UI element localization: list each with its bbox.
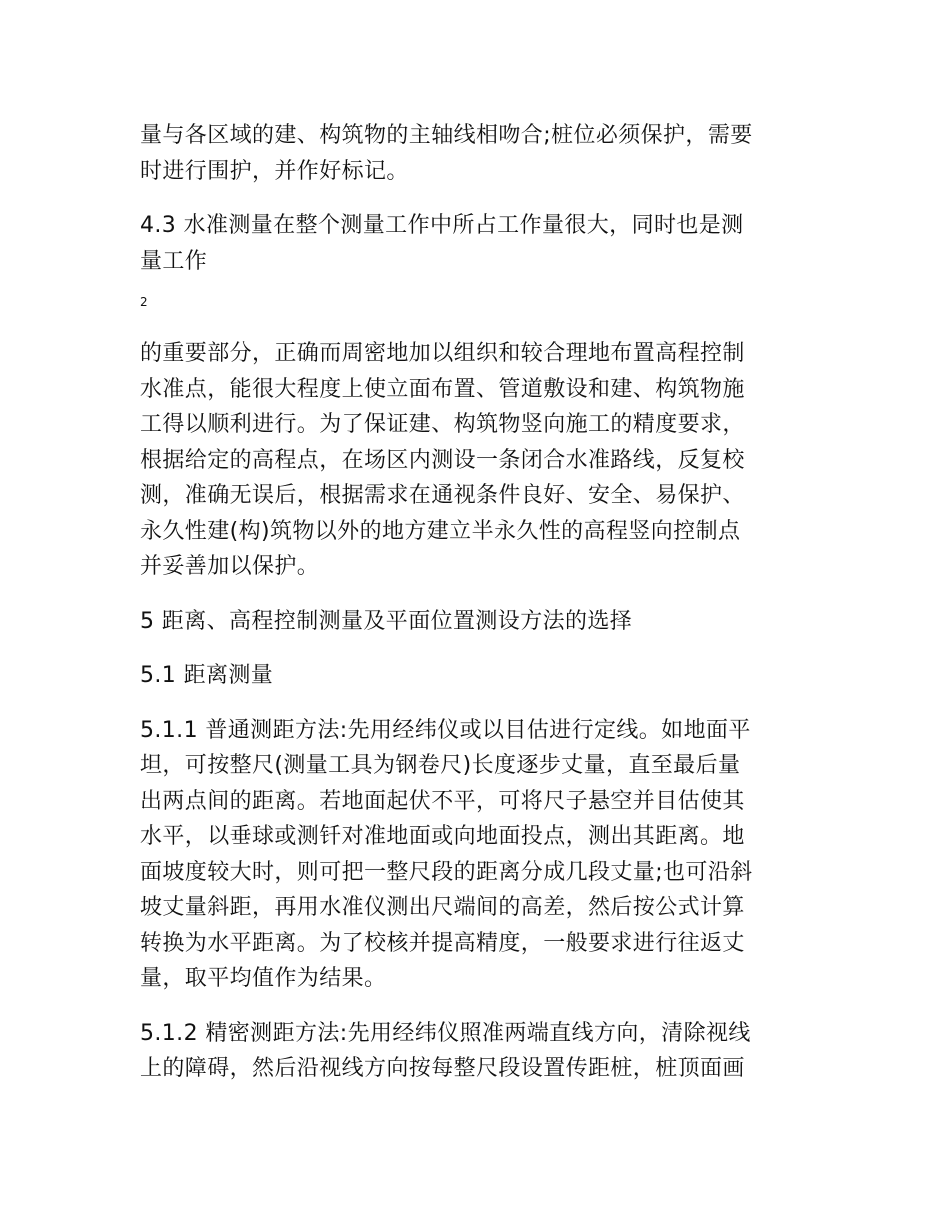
page-number: 2 [140,295,148,309]
text-line: 面坡度较大时，则可把一整尺段的距离分成几段丈量;也可沿斜 [140,859,753,885]
text-line: 永久性建(构)筑物以外的地方建立半永久性的高程竖向控制点 [140,518,741,544]
text-line: 量，取平均值作为结果。 [140,966,387,991]
text-line: 量工作 [140,248,208,274]
document-body [140,118,820,1106]
text-line: 5.1.2 精密测距方法:先用经纬仪照准两端直线方向，清除视线 [140,1020,751,1046]
text-line: 转换为水平距离。为了校核并提高精度，一般要求进行往返丈 [140,930,745,956]
text-line: 并妥善加以保护。 [140,554,320,579]
paragraph-4-3-continued [140,336,820,585]
paragraph-4-2-continued [140,118,820,189]
text-line: 根据给定的高程点，在场区内测设一条闭合水准路线，反复校 [140,447,745,473]
section-heading-5-1 [140,658,820,694]
text-line: 测，准确无误后，根据需求在通视条件良好、安全、易保护、 [140,483,745,508]
text-line: 4.3 水准测量在整个测量工作中所占工作量很大，同时也是测 [140,213,744,238]
text-line: 水平，以垂球或测钎对准地面或向地面投点，测出其距离。地 [140,824,745,849]
text-line: 量与各区域的建、构筑物的主轴线相吻合;桩位必须保护，需要 [140,123,753,148]
text-line: 上的障碍，然后沿视线方向按每整尺段设置传距桩，桩顶面画 [140,1056,745,1081]
text-line: 坦，可按整尺(测量工具为钢卷尺)长度逐步丈量，直至最后量 [140,753,741,778]
text-line: 时进行围护，并作好标记。 [140,158,409,184]
text-line: 5.1 距离测量 [140,663,274,688]
text-line: 5.1.1 普通测距方法:先用经纬仪或以目估进行定线。如地面平 [140,717,751,743]
paragraph-4-3 [140,208,820,279]
text-line: 出两点间的距离。若地面起伏不平，可将尺子悬空并目估使其 [140,788,745,814]
text-line: 的重要部分，正确而周密地加以组织和较合理地布置高程控制 [140,341,745,366]
text-line: 水准点，能很大程度上使立面布置、管道敷设和建、构筑物施 [140,376,745,402]
text-line: 5 距离、高程控制测量及平面位置测设方法的选择 [140,608,633,634]
paragraph-5-1-2 [140,1016,820,1087]
text-line: 工得以顺利进行。为了保证建、构筑物竖向施工的精度要求， [140,412,745,437]
paragraph-5-1-1 [140,713,820,997]
section-heading-5 [140,604,820,640]
text-line: 坡丈量斜距，再用水准仪测出尺端间的高差，然后按公式计算 [140,895,745,920]
